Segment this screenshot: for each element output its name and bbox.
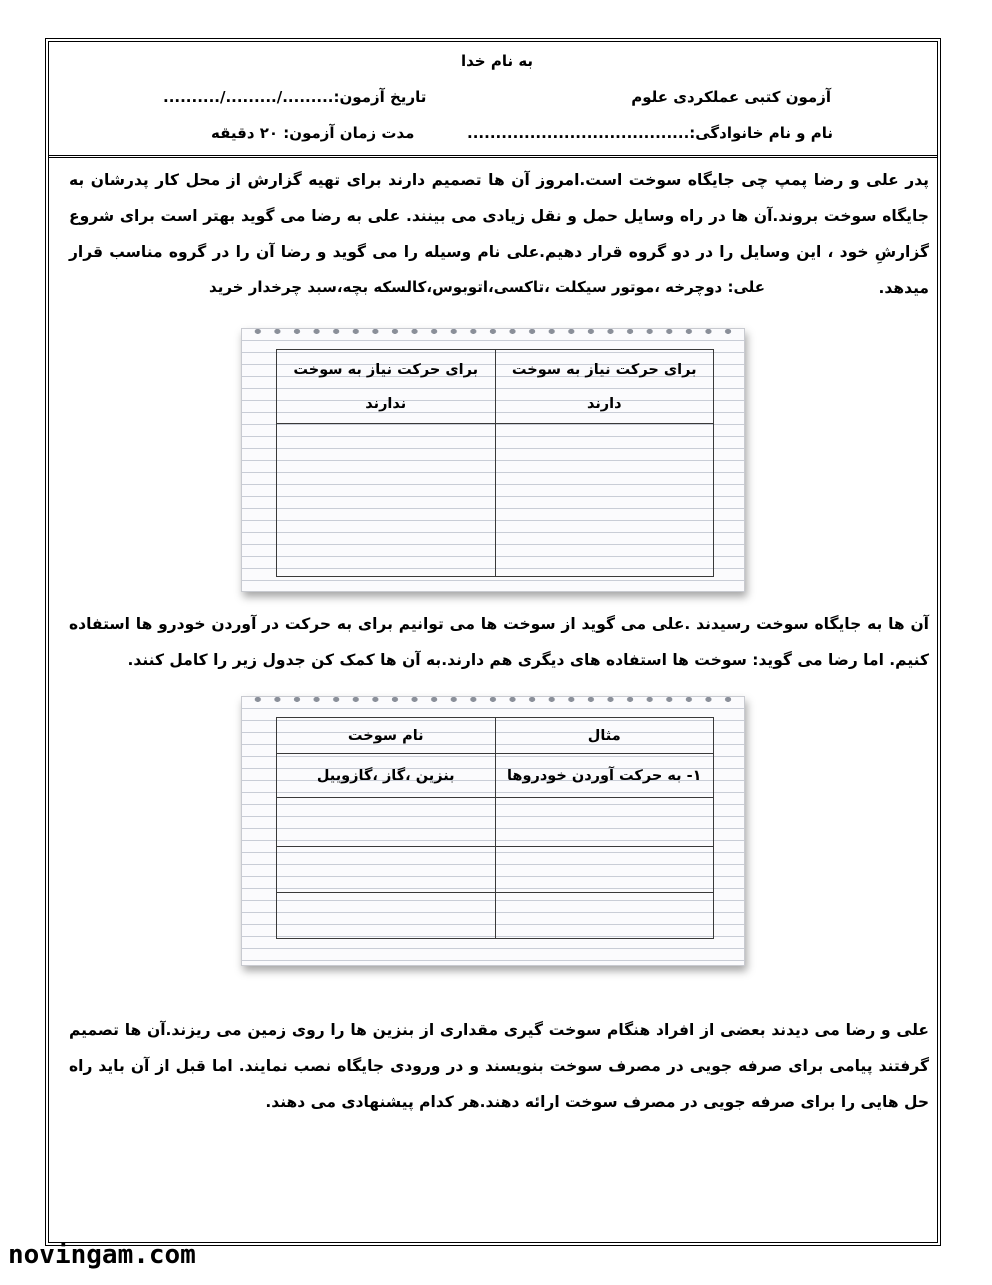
site-watermark: novingam.com <box>8 1240 196 1270</box>
answer-cell-fuel-4[interactable] <box>277 892 496 938</box>
section1-line-1: پدر علی و رضا پمپ چی جایگاه سوخت است.امروز آن ها تصمیم دارند برای تهیه گزارش از محل کار پدرشان به جایگاه <box>69 171 929 225</box>
answer-cell-fuel-2[interactable] <box>277 798 496 846</box>
basmala: به نام خدا <box>461 52 534 70</box>
exam-date-field: تاریخ آزمون:........./........./.......... <box>163 88 427 106</box>
header-needs-fuel-line1: برای حرکت نیاز به سوخت <box>511 361 697 378</box>
row1-fuel: بنزین ،گاز ،گازوییل <box>277 754 496 798</box>
row1-example: ۱- به حرکت آوردن خودروها <box>495 754 714 798</box>
header-needs-fuel <box>495 350 714 424</box>
exam-title: آزمون کتبی عملکردی علوم <box>631 88 831 106</box>
spiral-binding-icon <box>248 323 738 337</box>
header-needs-fuel-line2: دارند <box>586 395 622 412</box>
exam-duration: مدت زمان آزمون: ۲۰ دقیقه <box>211 124 415 142</box>
header-no-fuel-line2: ندارند <box>365 395 407 412</box>
section3-line-2: پیامی برای صرفه جویی در مصرف سوخت بنویسند و در ورودی جایگاه نصب نمایند. اما قبل از آن باید راه حل هایی را برای <box>69 1057 929 1111</box>
section3-line-1: علی و رضا می دیدند بعضی از افراد هنگام سوخت گیری مقداری از بنزین ها را روی زمین می ریزند.آن ها تصمیم گرفتند <box>69 1021 929 1075</box>
section1-line-2: سوخت بروند.آن ها در راه وسایل حمل و نقل زیادی می بینند. علی به رضا می گوید بهتر است برای شروع گزارشِ خود ، این <box>69 207 929 261</box>
section3-line-3: صرفه جویی در مصرف سوخت ارائه دهند.هر کدام پیشنهادی می دهند. <box>265 1093 796 1111</box>
section2-line-1: آن ها به جایگاه سوخت رسیدند .علی می گوید از سوخت ها می توانیم برای به حرکت در آوردن خودرو ها استفاده کنیم. اما <box>69 615 929 669</box>
section1-line-3: وسایل را در دو گروه قرار دهیم.علی نام وسیله را می گوید و رضا آن را در گروه مناسب قرار میدهد. <box>69 243 929 297</box>
header-example: مثال <box>495 718 714 754</box>
header-no-fuel <box>277 350 496 424</box>
section2-line-2: رضا می گوید: سوخت ها استفاده های دیگری هم دارند.به آن ها کمک کن جدول زیر را کامل کنند. <box>127 651 858 669</box>
header-no-fuel-line1: برای حرکت نیاز به سوخت <box>293 361 479 378</box>
exam-header <box>49 42 937 158</box>
spiral-binding-icon <box>248 691 738 705</box>
notepad-table2 <box>241 696 745 966</box>
answer-cell-no-fuel[interactable] <box>277 424 496 577</box>
answer-cell-needs-fuel[interactable] <box>495 424 714 577</box>
answer-cell-example-2[interactable] <box>495 798 714 846</box>
answer-cell-example-4[interactable] <box>495 892 714 938</box>
student-name-field: نام و نام خانوادگی:....................................... <box>467 124 833 142</box>
header-fuel-name: نام سوخت <box>277 718 496 754</box>
notepad-table1 <box>241 328 745 592</box>
section2-paragraph <box>69 606 929 678</box>
fuel-usage-table <box>276 717 714 939</box>
vehicle-fuel-table <box>276 349 714 577</box>
answer-cell-fuel-3[interactable] <box>277 846 496 892</box>
vehicle-list: علی: دوچرخه ،موتور سیکلت ،تاکسی،اتوبوس،کالسکه بچه،سبد چرخدار خرید <box>209 278 765 296</box>
exam-page-frame <box>45 38 941 1246</box>
answer-cell-example-3[interactable] <box>495 846 714 892</box>
section3-paragraph <box>69 1012 929 1120</box>
